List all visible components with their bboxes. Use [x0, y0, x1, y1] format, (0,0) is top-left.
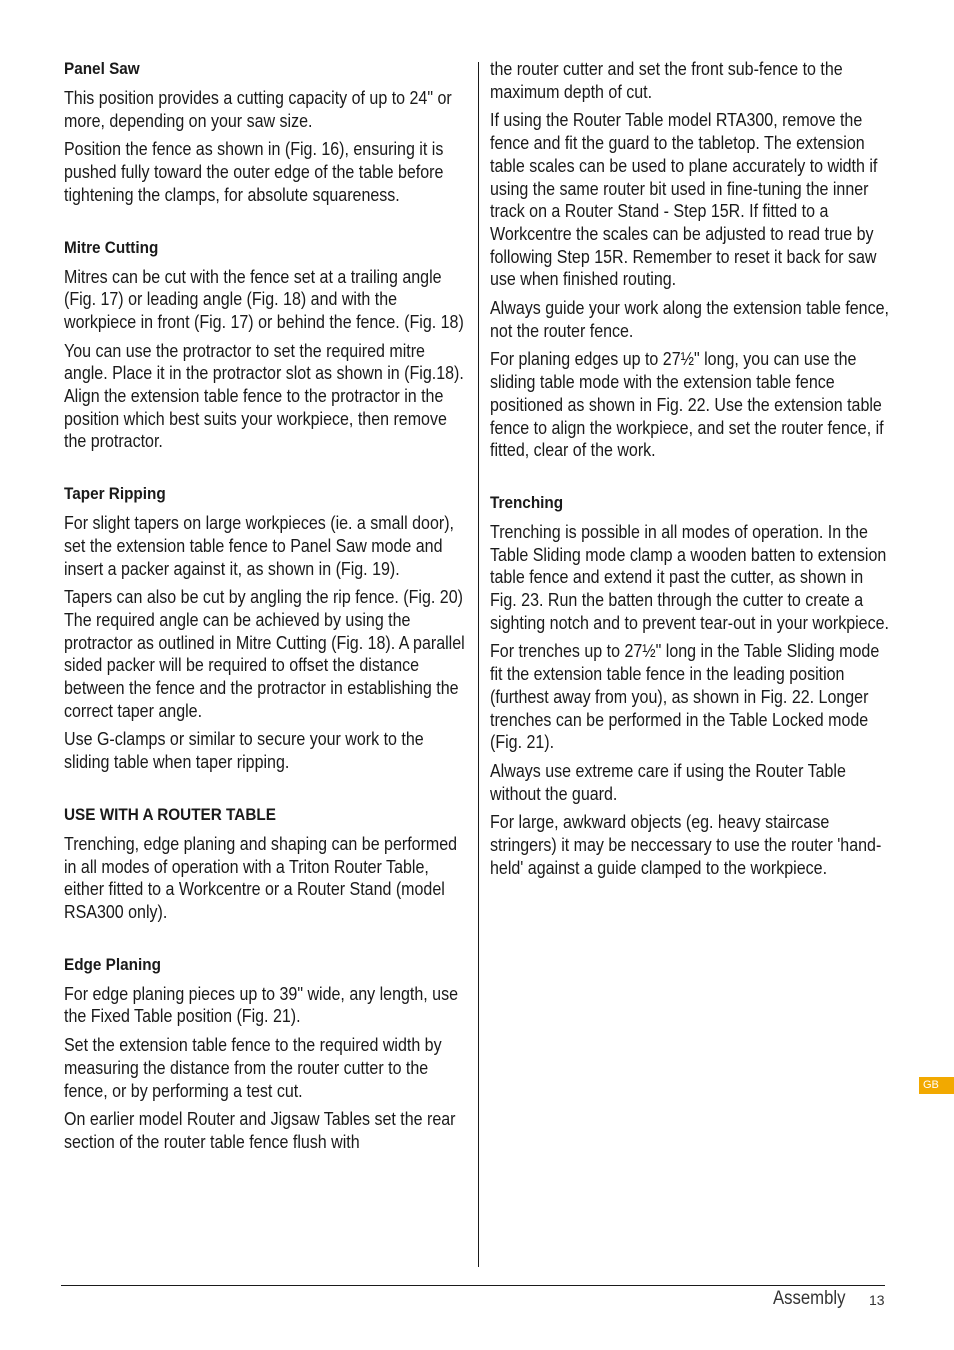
- paragraph: Mitres can be cut with the fence set at a trailing angle (Fig. 17) or leading angle (Fig. 18) and with the workpiece in front (Fig. 17) or behind the fence. (Fig. 18): [64, 266, 464, 332]
- paragraph: For slight tapers on large workpieces (ie. a small door), set the extension table fence to Panel Saw mode and insert a packer against it, as shown in (Fig. 19).: [64, 513, 454, 579]
- paragraph: This position provides a cutting capacity of up to 24" or more, depending on your saw size.: [64, 88, 452, 131]
- footer-section-title: Assembly: [773, 1288, 846, 1309]
- section-edge-planing: [64, 954, 466, 1154]
- section-router-table: [64, 804, 466, 924]
- column-divider: [478, 62, 479, 1267]
- heading-edge-planing: Edge Planing: [64, 954, 161, 974]
- paragraph: Trenching, edge planing and shaping can be performed in all modes of operation with a Triton Router Table, either fitted to a Workcentre or a Router Stand (model RSA300 only).: [64, 833, 458, 922]
- section-panel-saw: [64, 58, 466, 207]
- language-tab: GB: [919, 1077, 954, 1094]
- heading-trenching: Trenching: [490, 492, 564, 512]
- paragraph: Trenching is possible in all modes of operation. In the Table Sliding mode clamp a wooden batten to extension table fence and extend it past the cutter, as shown in Fig. 23. Run the batten through the cutter to create a sighting notch and to prevent tear-out in your workpiece.: [490, 521, 889, 633]
- paragraph: If using the Router Table model RTA300, remove the fence and fit the guard to the tabletop. The extension table scales can be used to plane accurately to width if using the same router bit used in fine-tuning the inner track on a Router Stand - Step 15R. If fitted to a Workcentre the scales can be adjusted to read true by following Step 15R. Remember to reset it back for saw use when finished routing.: [490, 110, 878, 290]
- paragraph: Tapers can also be cut by angling the rip fence. (Fig. 20) The required angle can be achieved by using the protractor as outlined in Mitre Cutting (Fig. 18). A parallel sided packer will be required to offset the distance between the fence and the protractor in establishing the correct taper angle.: [64, 587, 465, 721]
- right-column: [490, 58, 892, 910]
- paragraph: Use G-clamps or similar to secure your work to the sliding table when taper ripping.: [64, 729, 424, 773]
- section-edge-planing-continued: [490, 58, 892, 462]
- section-trenching: [490, 492, 892, 880]
- footer-divider: [61, 1285, 885, 1286]
- paragraph: Position the fence as shown in (Fig. 16), ensuring it is pushed fully toward the outer edge of the table before tightening the clamps, for absolute squareness.: [64, 139, 444, 205]
- paragraph: For edge planing pieces up to 39" wide, any length, use the Fixed Table position (Fig. 21).: [64, 983, 458, 1027]
- paragraph: Always guide your work along the extension table fence, not the router fence.: [490, 298, 889, 341]
- left-column: [64, 58, 466, 1184]
- heading-mitre-cutting: Mitre Cutting: [64, 237, 159, 257]
- section-taper-ripping: [64, 483, 466, 774]
- heading-router-table: USE WITH A ROUTER TABLE: [64, 804, 276, 824]
- heading-taper-ripping: Taper Ripping: [64, 484, 166, 504]
- paragraph: Always use extreme care if using the Router Table without the guard.: [490, 760, 846, 804]
- paragraph: On earlier model Router and Jigsaw Tables set the rear section of the router table fence flush with: [64, 1109, 456, 1152]
- page-number: 13: [869, 1292, 885, 1308]
- paragraph: For large, awkward objects (eg. heavy staircase stringers) it may be neccessary to use the router 'hand-held' against a guide clamped to the workpiece.: [490, 812, 882, 878]
- paragraph: the router cutter and set the front sub-fence to the maximum depth of cut.: [490, 59, 843, 102]
- section-mitre-cutting: [64, 237, 466, 454]
- paragraph: For planing edges up to 27½" long, you can use the sliding table mode with the extension table fence positioned as shown in Fig. 22. Use the extension table fence to align the workpiece, and set the router fence, if fitted, clear of the work.: [490, 349, 884, 461]
- paragraph: You can use the protractor to set the required mitre angle. Place it in the protractor slot as shown in (Fig.18). Align the extension table fence to the protractor in the position which best suits your workpiece, then remove the protractor.: [64, 340, 464, 452]
- paragraph: Set the extension table fence to the required width by measuring the distance from the router cutter to the fence, or by performing a test cut.: [64, 1035, 442, 1101]
- paragraph: For trenches up to 27½" long in the Table Sliding mode fit the extension table fence in the leading position (furthest away from you), as shown in Fig. 22. Longer trenches can be performed in the Table Locked mode (Fig. 21).: [490, 641, 880, 753]
- heading-panel-saw: Panel Saw: [64, 59, 140, 78]
